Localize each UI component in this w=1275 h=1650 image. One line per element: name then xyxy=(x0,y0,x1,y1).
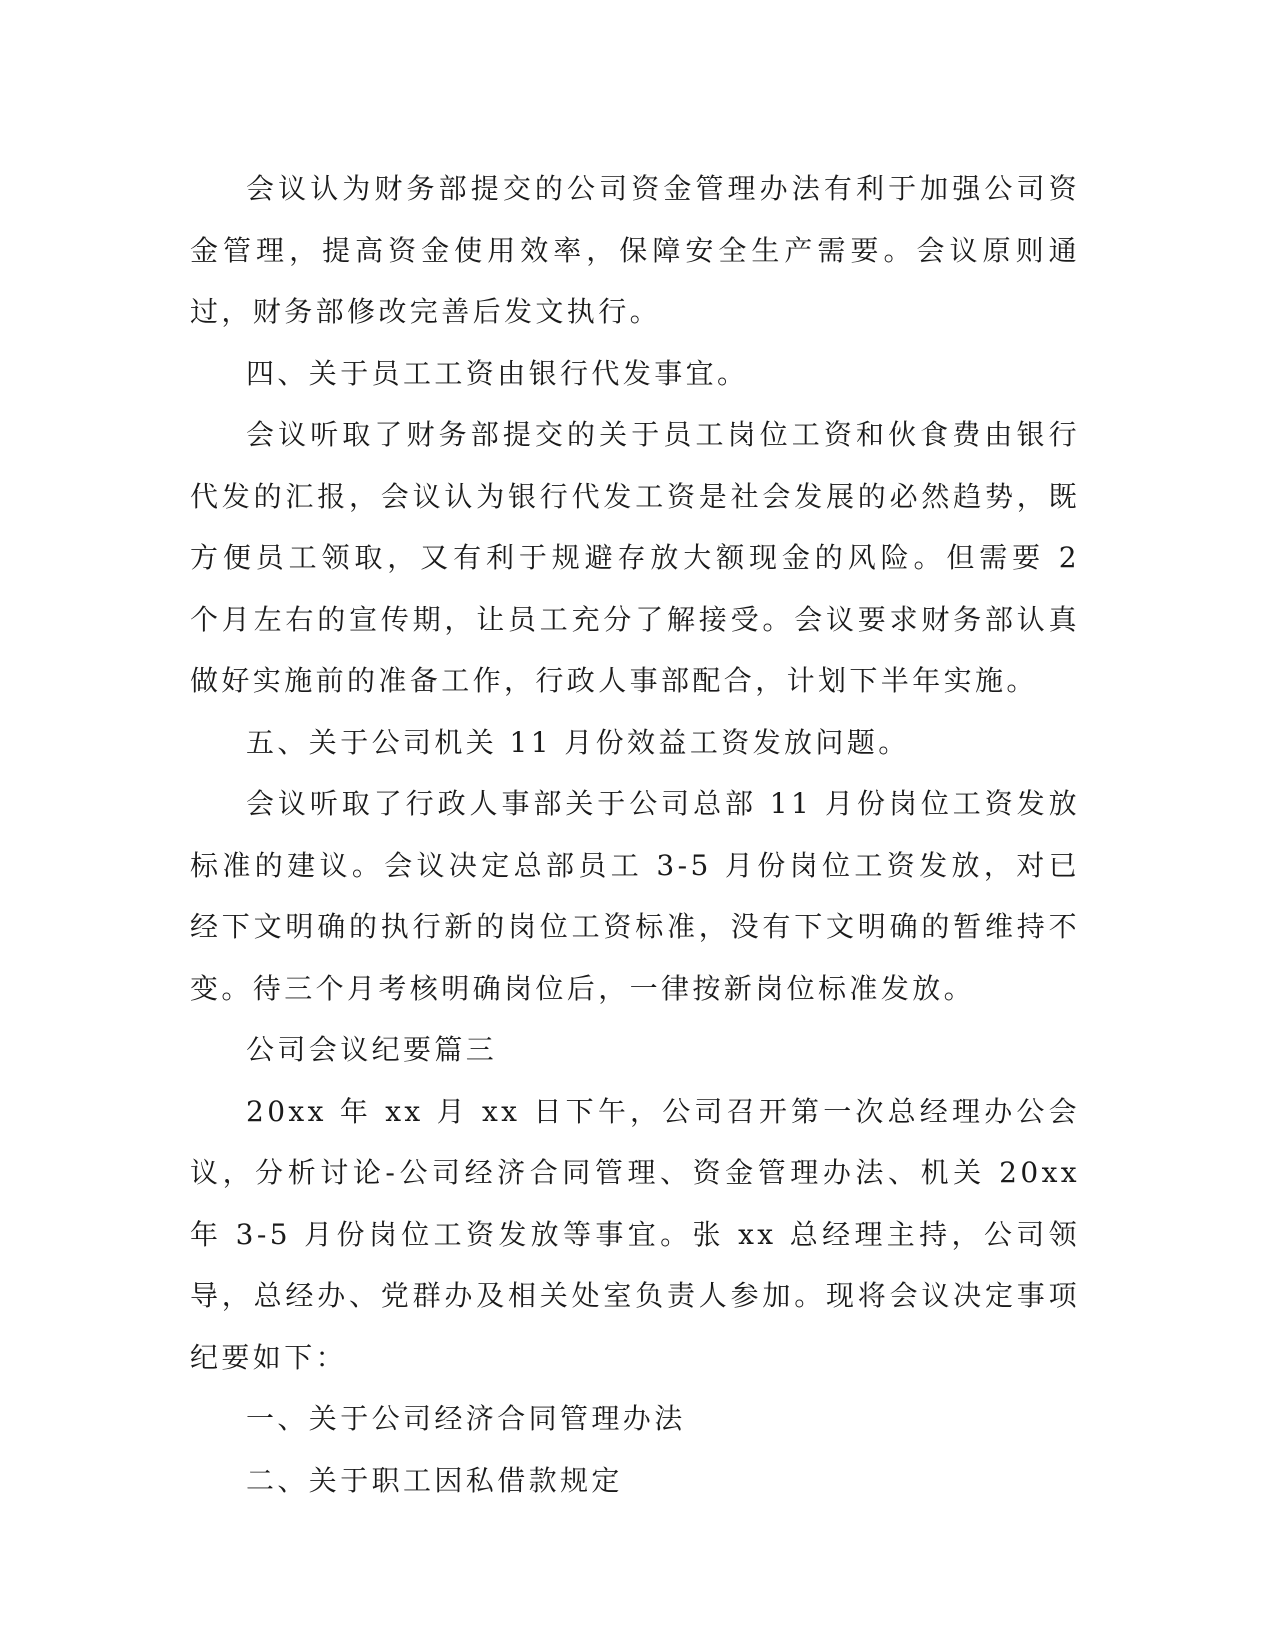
document-body xyxy=(190,158,1080,1511)
heading-item-one: 一、关于公司经济合同管理办法 xyxy=(246,1402,686,1435)
section-title-part-three: 公司会议纪要篇三 xyxy=(246,1033,498,1066)
heading-item-two: 二、关于职工因私借款规定 xyxy=(246,1463,623,1497)
heading-item-four: 四、关于员工工资由银行代发事宜。 xyxy=(246,356,749,390)
paragraph-meeting-intro: 20xx 年 xx 月 xx 日下午，公司召开第一次总经理办公会议，分析讨论-公司经济合同管理、资金管理办法、机关 20xx 年 3-5 月份岗位工资发放等事宜。张 xx 总经理主持，公司领导，总经办、党群办及相关处室负责人参加。现将会议决定事项纪要如下： xyxy=(190,1094,1080,1374)
heading-item-five: 五、关于公司机关 11 月份效益工资发放问题。 xyxy=(246,725,910,759)
paragraph-performance-wage: 会议听取了行政人事部关于公司总部 11 月份岗位工资发放标准的建议。会议决定总部员工 3-5 月份岗位工资发放，对已经下文明确的执行新的岗位工资标准，没有下文明确的暂维持不变。待三个月考核明确岗位后，一律按新岗位标准发放。 xyxy=(190,787,1080,1005)
paragraph-fund-management-conclusion: 会议认为财务部提交的公司资金管理办法有利于加强公司资金管理，提高资金使用效率，保障安全生产需要。会议原则通过，财务部修改完善后发文执行。 xyxy=(190,172,1080,328)
paragraph-bank-payroll: 会议听取了财务部提交的关于员工岗位工资和伙食费由银行代发的汇报，会议认为银行代发工资是社会发展的必然趋势，既方便员工领取，又有利于规避存放大额现金的风险。但需要 2 个月左右的宣传期，让员工充分了解接受。会议要求财务部认真做好实施前的准备工作，行政人事部配合，计划下半年实施。 xyxy=(190,418,1080,697)
